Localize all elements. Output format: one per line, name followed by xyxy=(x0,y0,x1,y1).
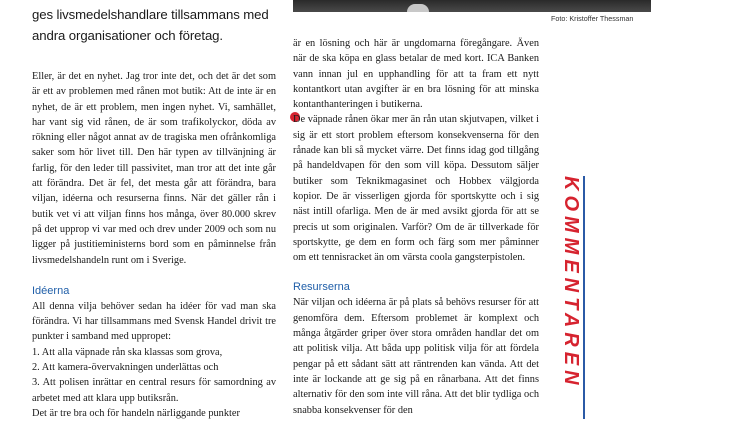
lead-line: andra organisationer och företag. xyxy=(32,28,223,43)
paragraph: De väpnade rånen ökar mer än rån utan skjutvapen, vilket i sig är ett stort problem eftersom konsekvenserna för den rånade kan bli så mycket värre. Det finns idag god tillgång på handeldvapen för den som vill köpa. Dessutom säljer butiker som Teknikmagasinet och Hobbex välgjorda kopior. De är visserligen gjorda för sportskytte och i sig näst intill ofarliga. Men de är med avsikt gjorda för att se precis ut som originalen. Varför? Om de är tillverkade för sportskytte, ge dem en form och färg som mer påminner om ett tennisracket än om värsta coola gangsterpistolen. xyxy=(293,114,539,264)
list-item: 2. Att kamera-övervakningen underlättas och xyxy=(32,362,219,374)
section-heading-ideerna: Idéerna xyxy=(32,284,70,297)
lead-text xyxy=(32,4,276,46)
paragraph: Det är tre bra och för handeln närliggande punkter xyxy=(32,407,240,419)
paragraph: Eller, är det en nyhet. Jag tror inte det, och det är det som är ett av problemen med rånen mot butik: Att de inte är en nyhet, de är ett problem, men ingen nyhet. Vi, samhället, har vant sig vid rånen, de är som trafikolyckor, döda av rökning eller något annat av de tragiska men ofrånkomliga saker som hör livet till. Den här typen av tillvänjning är farlig, för den leder till passivitet, man tror att det inte går att förändra. Det är fel, det mesta går att förändra, bara viljan, idéerna och resurserna finns. När det gäller rån i butik vet vi att viljan finns hos många, över 80.000 skrev på det upprop vi var med och drev under 2009 och som nu ligger på justitieministerns bord som en påminnelse från livsmedelshandeln runt om i Sverige. xyxy=(32,71,276,266)
body-text xyxy=(32,299,276,421)
body-text xyxy=(293,295,539,417)
paragraph: När viljan och idéerna är på plats så behövs resurser för att genomföra dem. Eftersom problemet är komplext och många åtgärder griper över stora områden handlar det om att politisk vilja. Att båda upp politisk vilja för att fördela pengar på ett sådant sätt att räntrenden kan vända. Att det inte är lockande att ge sig på en rånarbana. Att det finns alternativ för den som inte vill råna. Att det blir tydliga och snabba konsekvenser för den xyxy=(293,297,539,416)
section-heading-resurserna: Resurserna xyxy=(293,281,350,294)
body-text xyxy=(293,36,539,265)
paragraph: är en lösning och här är ungdomarna föregångare. Även när de ska köpa en glass betalar de med kort. ICA Banken vann innan jul en upphandling för att ta fram ett nytt kontantkort utan avgifter är en bra lösning för att minska kontanthanteringen i butikerna. xyxy=(293,38,539,111)
section-title-kommentaren: KOMMENTAREN xyxy=(560,176,582,390)
header-photo xyxy=(293,0,651,12)
list-item: 3. Att polisen inrättar en central resurs för samordning av arbetet med att klara upp butiksrån. xyxy=(32,377,276,404)
article-column-left xyxy=(32,0,276,421)
photo-caption: Foto: Kristoffer Thessman xyxy=(551,14,634,23)
list-item: 1. Att alla väpnade rån ska klassas som grova, xyxy=(32,346,223,358)
body-text xyxy=(32,69,276,268)
section-divider-line xyxy=(583,176,585,419)
car-image-fragment xyxy=(407,4,429,12)
lead-line: ges livsmedelshandlare tillsammans med xyxy=(32,7,269,22)
article-column-right xyxy=(293,36,539,418)
paragraph: All denna vilja behöver sedan ha idéer för vad man ska förändra. Vi har tillsammans med Svensk Handel drivit tre punkter i samband med uppropet: xyxy=(32,300,276,343)
